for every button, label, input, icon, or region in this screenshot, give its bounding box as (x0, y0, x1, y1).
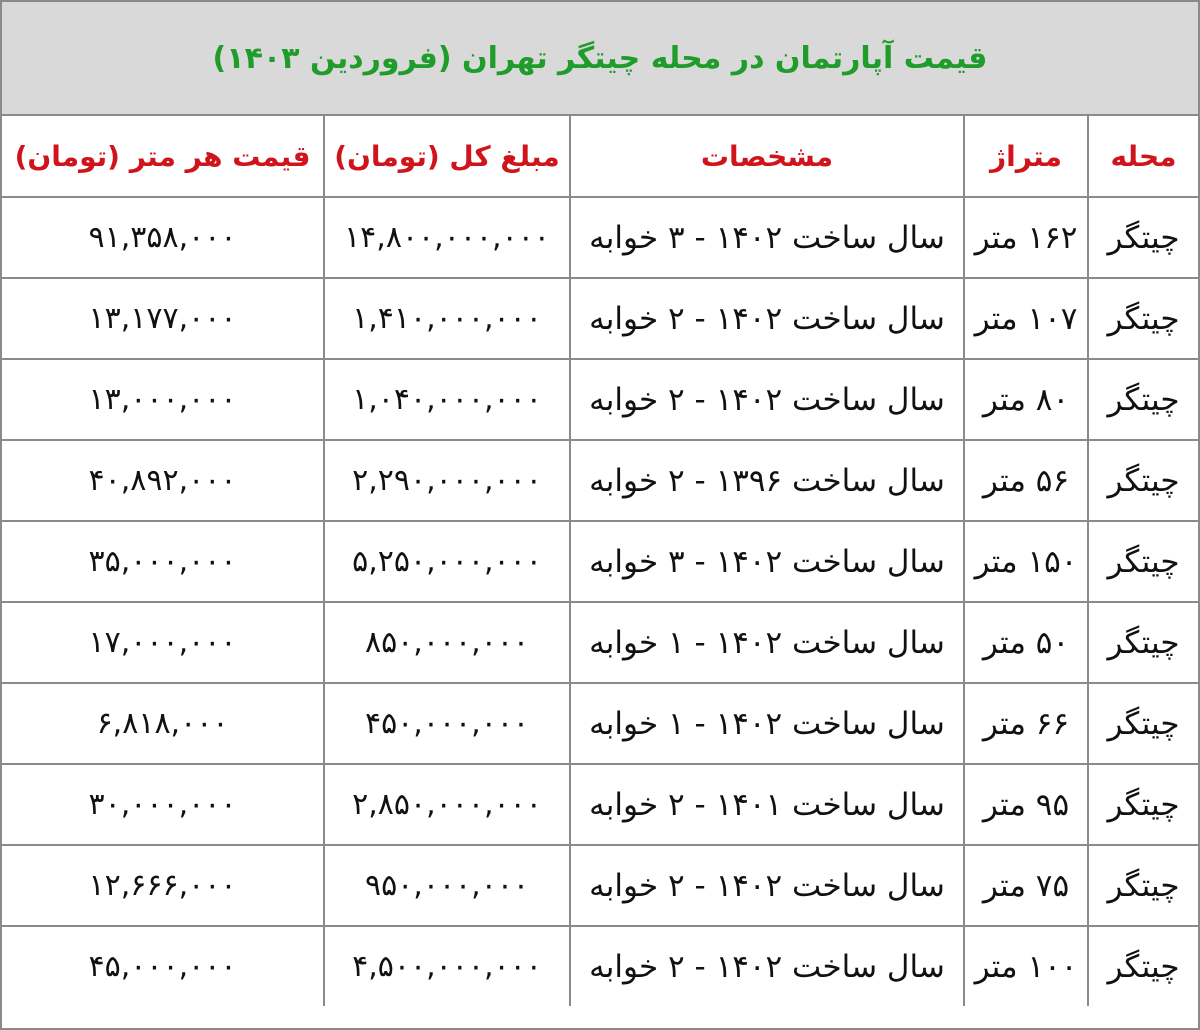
table-row (2, 683, 1198, 764)
cell-price-per-meter: ۱۳,۰۰۰,۰۰۰ (2, 359, 324, 440)
cell-specs: سال ساخت ۱۴۰۱ - ۲ خوابه (570, 764, 964, 845)
cell-price-per-meter: ۳۰,۰۰۰,۰۰۰ (2, 764, 324, 845)
table-title: قیمت آپارتمان در محله چیتگر تهران (فروردین ۱۴۰۳) (212, 40, 988, 76)
cell-neighborhood: چیتگر (1088, 197, 1198, 278)
cell-price-per-meter: ۶,۸۱۸,۰۰۰ (2, 683, 324, 764)
cell-price-per-meter: ۱۷,۰۰۰,۰۰۰ (2, 602, 324, 683)
cell-specs: سال ساخت ۱۴۰۲ - ۲ خوابه (570, 926, 964, 1006)
cell-specs: سال ساخت ۱۴۰۲ - ۳ خوابه (570, 521, 964, 602)
cell-price-per-meter: ۴۰,۸۹۲,۰۰۰ (2, 440, 324, 521)
cell-total-price: ۴۵۰,۰۰۰,۰۰۰ (324, 683, 570, 764)
table-row (2, 926, 1198, 1006)
cell-neighborhood: چیتگر (1088, 764, 1198, 845)
cell-total-price: ۲,۸۵۰,۰۰۰,۰۰۰ (324, 764, 570, 845)
cell-neighborhood: چیتگر (1088, 926, 1198, 1006)
cell-neighborhood: چیتگر (1088, 521, 1198, 602)
table-row (2, 845, 1198, 926)
cell-specs: سال ساخت ۱۴۰۲ - ۲ خوابه (570, 845, 964, 926)
cell-area: ۱۰۰ متر (964, 926, 1088, 1006)
table-row (2, 521, 1198, 602)
cell-area: ۹۵ متر (964, 764, 1088, 845)
cell-price-per-meter: ۱۲,۶۶۶,۰۰۰ (2, 845, 324, 926)
cell-area: ۵۰ متر (964, 602, 1088, 683)
cell-specs: سال ساخت ۱۴۰۲ - ۳ خوابه (570, 197, 964, 278)
cell-neighborhood: چیتگر (1088, 683, 1198, 764)
cell-total-price: ۱۴,۸۰۰,۰۰۰,۰۰۰ (324, 197, 570, 278)
cell-specs: سال ساخت ۱۳۹۶ - ۲ خوابه (570, 440, 964, 521)
col-header-neighborhood: محله (1088, 116, 1198, 197)
table-row (2, 602, 1198, 683)
cell-specs: سال ساخت ۱۴۰۲ - ۲ خوابه (570, 359, 964, 440)
cell-area: ۱۵۰ متر (964, 521, 1088, 602)
cell-price-per-meter: ۳۵,۰۰۰,۰۰۰ (2, 521, 324, 602)
cell-neighborhood: چیتگر (1088, 440, 1198, 521)
table-row (2, 764, 1198, 845)
cell-total-price: ۴,۵۰۰,۰۰۰,۰۰۰ (324, 926, 570, 1006)
cell-price-per-meter: ۴۵,۰۰۰,۰۰۰ (2, 926, 324, 1006)
cell-area: ۱۰۷ متر (964, 278, 1088, 359)
col-header-area: متراژ (964, 116, 1088, 197)
cell-total-price: ۲,۲۹۰,۰۰۰,۰۰۰ (324, 440, 570, 521)
cell-price-per-meter: ۱۳,۱۷۷,۰۰۰ (2, 278, 324, 359)
cell-specs: سال ساخت ۱۴۰۲ - ۲ خوابه (570, 278, 964, 359)
cell-total-price: ۸۵۰,۰۰۰,۰۰۰ (324, 602, 570, 683)
title-bar (2, 2, 1198, 116)
table-row (2, 359, 1198, 440)
cell-area: ۵۶ متر (964, 440, 1088, 521)
table-row (2, 197, 1198, 278)
cell-specs: سال ساخت ۱۴۰۲ - ۱ خوابه (570, 602, 964, 683)
cell-area: ۸۰ متر (964, 359, 1088, 440)
col-header-total-price: مبلغ کل (تومان) (324, 116, 570, 197)
cell-total-price: ۱,۰۴۰,۰۰۰,۰۰۰ (324, 359, 570, 440)
col-header-price-per-meter: قیمت هر متر (تومان) (2, 116, 324, 197)
cell-neighborhood: چیتگر (1088, 845, 1198, 926)
cell-specs: سال ساخت ۱۴۰۲ - ۱ خوابه (570, 683, 964, 764)
cell-total-price: ۱,۴۱۰,۰۰۰,۰۰۰ (324, 278, 570, 359)
cell-neighborhood: چیتگر (1088, 602, 1198, 683)
cell-total-price: ۵,۲۵۰,۰۰۰,۰۰۰ (324, 521, 570, 602)
price-table (2, 116, 1198, 1006)
cell-neighborhood: چیتگر (1088, 359, 1198, 440)
cell-area: ۷۵ متر (964, 845, 1088, 926)
table-row (2, 440, 1198, 521)
table-row (2, 278, 1198, 359)
cell-area: ۶۶ متر (964, 683, 1088, 764)
cell-total-price: ۹۵۰,۰۰۰,۰۰۰ (324, 845, 570, 926)
col-header-specs: مشخصات (570, 116, 964, 197)
cell-area: ۱۶۲ متر (964, 197, 1088, 278)
cell-price-per-meter: ۹۱,۳۵۸,۰۰۰ (2, 197, 324, 278)
header-row (2, 116, 1198, 197)
cell-neighborhood: چیتگر (1088, 278, 1198, 359)
